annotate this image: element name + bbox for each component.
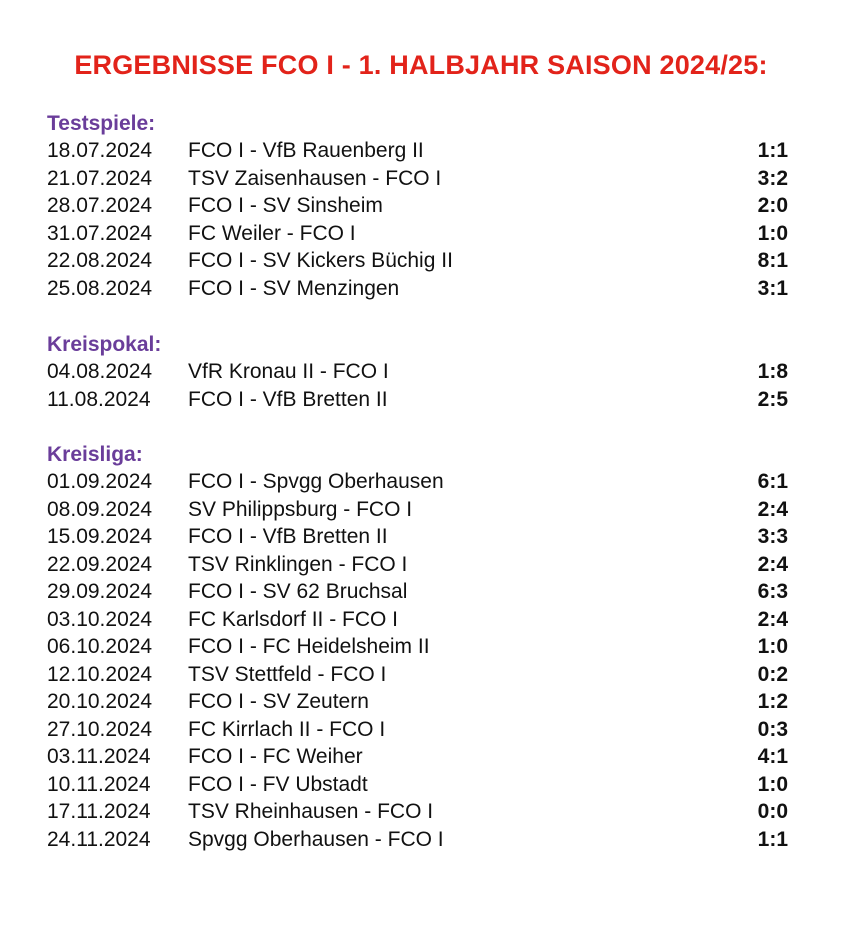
match-score: 6:1 xyxy=(757,470,788,493)
match-teams: FCO I - SV Kickers Büchig II xyxy=(188,249,453,272)
section-kreisliga xyxy=(47,442,807,853)
result-row xyxy=(47,551,807,579)
match-date: 18.07.2024 xyxy=(47,139,153,162)
result-row xyxy=(47,771,807,799)
section-heading: Kreisliga: xyxy=(47,443,143,466)
match-teams: TSV Stettfeld - FCO I xyxy=(188,662,387,686)
section-heading: Kreispokal: xyxy=(47,333,162,356)
result-row xyxy=(47,468,807,496)
match-date: 31.07.2024 xyxy=(47,221,153,245)
match-teams: FCO I - SV Sinsheim xyxy=(188,194,383,217)
match-date: 20.10.2024 xyxy=(47,690,153,713)
result-row xyxy=(47,192,807,220)
match-score: 1:0 xyxy=(757,772,788,796)
match-teams: FCO I - VfB Bretten II xyxy=(188,525,388,548)
result-row xyxy=(47,523,807,551)
match-score: 1:0 xyxy=(757,221,788,245)
page-title: ERGEBNISSE FCO I - 1. HALBJAHR SAISON 2024/25: xyxy=(74,50,768,80)
match-date: 03.11.2024 xyxy=(47,745,151,768)
match-teams: FCO I - SV Zeutern xyxy=(188,690,369,713)
match-date: 06.10.2024 xyxy=(47,635,153,658)
match-score: 3:2 xyxy=(757,166,788,190)
match-date: 03.10.2024 xyxy=(47,607,153,631)
match-score: 1:2 xyxy=(757,690,788,713)
match-score: 2:0 xyxy=(757,194,788,217)
match-score: 1:1 xyxy=(757,827,788,851)
match-score: 1:1 xyxy=(757,139,788,162)
result-row xyxy=(47,386,807,414)
match-score: 2:4 xyxy=(757,497,788,521)
match-score: 1:0 xyxy=(757,635,788,658)
result-row xyxy=(47,137,807,165)
match-date: 08.09.2024 xyxy=(47,497,153,521)
match-date: 17.11.2024 xyxy=(47,800,151,823)
match-teams: FCO I - SV Menzingen xyxy=(188,276,400,300)
result-row xyxy=(47,358,807,386)
match-date: 01.09.2024 xyxy=(47,470,153,493)
result-row xyxy=(47,275,807,303)
match-date: 04.08.2024 xyxy=(47,360,153,383)
match-score: 3:3 xyxy=(757,525,788,548)
match-date: 22.08.2024 xyxy=(47,249,153,272)
result-row xyxy=(47,220,807,248)
match-teams: FCO I - Spvgg Oberhausen xyxy=(188,470,444,493)
result-row xyxy=(47,826,807,854)
result-row xyxy=(47,633,807,661)
match-score: 2:5 xyxy=(757,387,788,411)
match-teams: TSV Zaisenhausen - FCO I xyxy=(188,166,442,190)
match-date: 11.08.2024 xyxy=(47,387,151,411)
match-teams: FC Weiler - FCO I xyxy=(188,221,356,245)
match-score: 2:4 xyxy=(757,552,788,576)
match-teams: FCO I - FC Weiher xyxy=(188,745,363,768)
match-teams: FCO I - SV 62 Bruchsal xyxy=(188,580,408,603)
match-score: 0:3 xyxy=(757,717,788,741)
result-row xyxy=(47,578,807,606)
match-date: 29.09.2024 xyxy=(47,580,153,603)
match-score: 1:8 xyxy=(757,360,788,383)
match-teams: FCO I - VfB Bretten II xyxy=(188,387,388,411)
match-date: 27.10.2024 xyxy=(47,717,153,741)
result-row xyxy=(47,247,807,275)
match-date: 22.09.2024 xyxy=(47,552,153,576)
result-row xyxy=(47,688,807,716)
match-date: 15.09.2024 xyxy=(47,525,153,548)
match-teams: VfR Kronau II - FCO I xyxy=(188,360,389,383)
match-date: 24.11.2024 xyxy=(47,827,151,851)
match-date: 10.11.2024 xyxy=(47,772,151,796)
match-score: 3:1 xyxy=(757,276,788,300)
match-teams: FCO I - FV Ubstadt xyxy=(188,772,368,796)
match-date: 28.07.2024 xyxy=(47,194,153,217)
match-date: 21.07.2024 xyxy=(47,166,153,190)
result-row xyxy=(47,496,807,524)
match-score: 8:1 xyxy=(757,249,788,272)
match-teams: SV Philippsburg - FCO I xyxy=(188,497,413,521)
section-kreispokal xyxy=(47,332,807,413)
match-date: 12.10.2024 xyxy=(47,662,153,686)
match-date: 25.08.2024 xyxy=(47,276,153,300)
match-score: 0:2 xyxy=(757,662,788,686)
result-row xyxy=(47,716,807,744)
result-row xyxy=(47,661,807,689)
match-score: 2:4 xyxy=(757,607,788,631)
match-score: 0:0 xyxy=(757,800,788,823)
match-teams: TSV Rinklingen - FCO I xyxy=(188,552,408,576)
match-teams: FC Kirrlach II - FCO I xyxy=(188,717,386,741)
match-teams: FCO I - FC Heidelsheim II xyxy=(188,635,430,658)
section-heading: Testspiele: xyxy=(47,112,156,135)
result-row xyxy=(47,606,807,634)
match-teams: TSV Rheinhausen - FCO I xyxy=(188,800,434,823)
match-teams: FCO I - VfB Rauenberg II xyxy=(188,139,424,162)
match-teams: Spvgg Oberhausen - FCO I xyxy=(188,827,444,851)
result-row xyxy=(47,743,807,771)
match-score: 6:3 xyxy=(757,580,788,603)
match-teams: FC Karlsdorf II - FCO I xyxy=(188,607,399,631)
result-row xyxy=(47,798,807,826)
result-row xyxy=(47,165,807,193)
section-testspiele xyxy=(47,111,807,302)
match-score: 4:1 xyxy=(757,745,788,768)
